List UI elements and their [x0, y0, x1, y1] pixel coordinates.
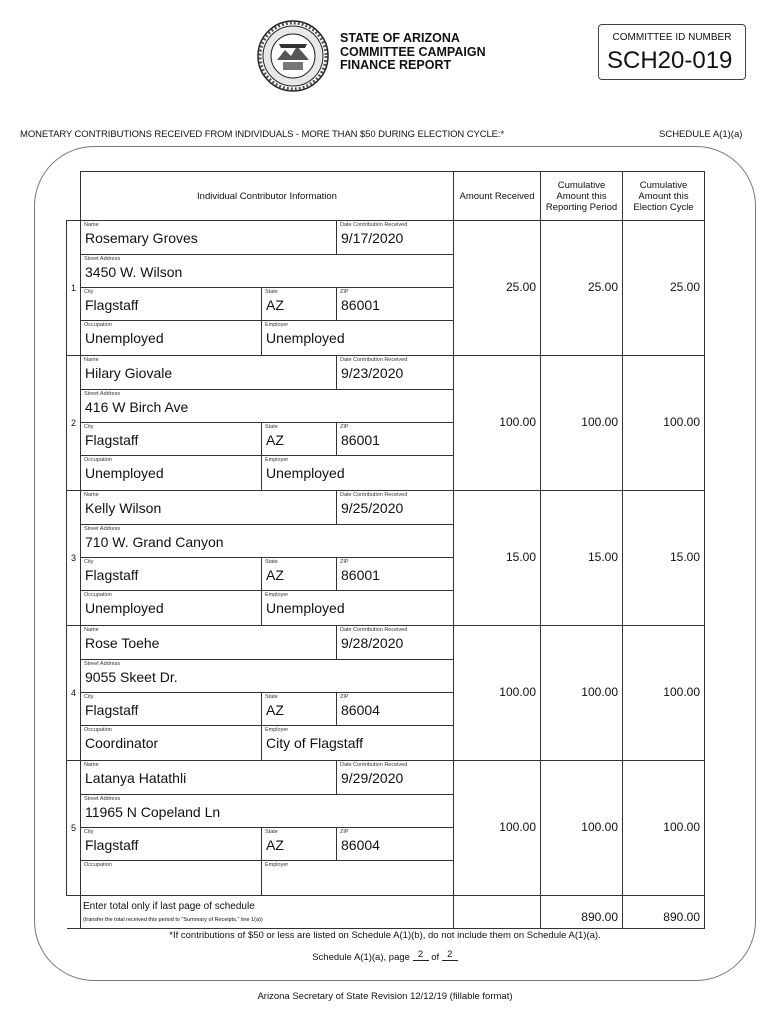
state-label: State [265, 289, 278, 295]
cumulative-period[interactable]: 100.00 [581, 820, 618, 834]
amount-received[interactable]: 100.00 [499, 685, 536, 699]
committee-id-box [598, 24, 746, 80]
amount-received[interactable]: 100.00 [499, 415, 536, 429]
street-label: Street Address [84, 391, 121, 397]
state-field[interactable] [262, 423, 337, 456]
contributor-info [81, 356, 454, 490]
state-label: State [265, 829, 278, 835]
state-value: AZ [266, 432, 284, 448]
contributor-info [81, 626, 454, 760]
state-label: State [265, 424, 278, 430]
date-value: 9/23/2020 [341, 365, 404, 381]
street-field[interactable] [81, 525, 454, 558]
contribution-row [67, 761, 705, 896]
zip-value: 86001 [341, 432, 380, 448]
employer-value: City of Flagstaff [266, 735, 364, 751]
totals-label: Enter total only if last page of schedule [83, 901, 255, 912]
zip-label: ZIP [340, 694, 349, 700]
cumulative-cycle[interactable]: 100.00 [663, 820, 700, 834]
cumulative-period[interactable]: 100.00 [581, 415, 618, 429]
zip-value: 86001 [341, 297, 380, 313]
city-label: City [84, 694, 94, 700]
name-label: Name [84, 357, 99, 363]
city-value: Flagstaff [85, 702, 139, 718]
cumulative-cycle[interactable]: 100.00 [663, 685, 700, 699]
footnote: *If contributions of $50 or less are listed on Schedule A(1)(b), do not include them on Schedule A(1)(a). [169, 930, 601, 941]
occupation-value: Coordinator [85, 735, 159, 751]
occupation-value: Unemployed [85, 465, 164, 481]
revision-note: Arizona Secretary of State Revision 12/12/19 (fillable format) [257, 991, 513, 1002]
date-value: 9/17/2020 [341, 230, 404, 246]
header-cumulative-cycle: Cumulative Amount this Election Cycle [623, 172, 705, 221]
name-field[interactable] [81, 356, 337, 390]
city-value: Flagstaff [85, 567, 139, 583]
city-value: Flagstaff [85, 297, 139, 313]
employer-field[interactable] [262, 861, 454, 895]
row-number: 4 [67, 626, 81, 761]
name-label: Name [84, 762, 99, 768]
occupation-field[interactable] [81, 861, 262, 895]
contributor-info [81, 221, 454, 355]
state-seal [257, 20, 329, 92]
cumulative-period[interactable]: 15.00 [587, 550, 618, 564]
cumulative-cycle[interactable]: 100.00 [663, 415, 700, 429]
amount-received[interactable]: 15.00 [505, 550, 536, 564]
employer-label: Employer [265, 457, 289, 463]
contribution-row [67, 221, 705, 356]
page-prefix: Schedule A(1)(a), page [312, 952, 410, 963]
city-field[interactable] [81, 288, 262, 321]
zip-field[interactable] [337, 693, 454, 726]
employer-field[interactable] [262, 726, 454, 760]
date-label: Date Contribution Received [340, 357, 408, 363]
header-contributor-info: Individual Contributor Information [81, 172, 454, 221]
date-value: 9/25/2020 [341, 500, 404, 516]
total-cumulative-cycle[interactable]: 890.00 [663, 910, 700, 924]
committee-id-label: COMMITTEE ID NUMBER [612, 32, 732, 43]
row-number: 2 [67, 356, 81, 491]
name-label: Name [84, 627, 99, 633]
name-value: Latanya Hatathli [85, 770, 187, 786]
name-field[interactable] [81, 491, 337, 525]
cumulative-period[interactable]: 25.00 [587, 280, 618, 294]
city-value: Flagstaff [85, 837, 139, 853]
street-value: 3450 W. Wilson [85, 264, 183, 280]
zip-value: 86001 [341, 567, 380, 583]
state-field[interactable] [262, 288, 337, 321]
committee-id-field[interactable]: SCH20-019 [607, 47, 733, 74]
section-heading: MONETARY CONTRIBUTIONS RECEIVED FROM INDIVIDUALS - MORE THAN $50 DURING ELECTION CYCLE:* [20, 129, 505, 140]
title-line-2: COMMITTEE CAMPAIGN [340, 44, 486, 59]
employer-label: Employer [265, 322, 289, 328]
state-field[interactable] [262, 558, 337, 591]
contributor-info [81, 761, 454, 895]
name-value: Rose Toehe [85, 635, 160, 651]
header-amount-received: Amount Received [454, 172, 541, 221]
employer-label: Employer [265, 727, 289, 733]
cumulative-period[interactable]: 100.00 [581, 685, 618, 699]
date-value: 9/28/2020 [341, 635, 404, 651]
zip-field[interactable] [337, 288, 454, 321]
report-title [340, 32, 486, 73]
cumulative-cycle[interactable]: 25.00 [669, 280, 700, 294]
totals-row [67, 896, 705, 929]
street-field[interactable] [81, 390, 454, 423]
employer-value: Unemployed [266, 330, 345, 346]
title-line-3: FINANCE REPORT [340, 58, 452, 72]
zip-field[interactable] [337, 423, 454, 456]
name-label: Name [84, 492, 99, 498]
name-field[interactable] [81, 761, 337, 795]
street-field[interactable] [81, 255, 454, 288]
contribution-row [67, 356, 705, 491]
street-label: Street Address [84, 256, 121, 262]
date-label: Date Contribution Received [340, 627, 408, 633]
state-value: AZ [266, 702, 284, 718]
employer-field[interactable] [262, 321, 454, 355]
date-field[interactable] [337, 761, 454, 795]
occupation-label: Occupation [84, 862, 112, 868]
date-field[interactable] [337, 491, 454, 525]
city-field[interactable] [81, 828, 262, 861]
city-field[interactable] [81, 693, 262, 726]
table-header [67, 172, 705, 221]
row-number: 1 [67, 221, 81, 356]
contributor-info [81, 491, 454, 625]
state-field[interactable] [262, 828, 337, 861]
city-label: City [84, 559, 94, 565]
date-field[interactable] [337, 356, 454, 390]
zip-value: 86004 [341, 702, 380, 718]
date-label: Date Contribution Received [340, 222, 408, 228]
state-label: State [265, 559, 278, 565]
header-cumulative-period: Cumulative Amount this Reporting Period [541, 172, 623, 221]
occupation-label: Occupation [84, 592, 112, 598]
date-field[interactable] [337, 626, 454, 660]
name-field[interactable] [81, 221, 337, 255]
zip-label: ZIP [340, 559, 349, 565]
name-field[interactable] [81, 626, 337, 660]
employer-field[interactable] [262, 591, 454, 625]
zip-label: ZIP [340, 829, 349, 835]
name-value: Kelly Wilson [85, 500, 162, 516]
page-of: of [431, 952, 440, 963]
zip-label: ZIP [340, 289, 349, 295]
zip-field[interactable] [337, 558, 454, 591]
city-label: City [84, 829, 94, 835]
state-label: State [265, 694, 278, 700]
street-value: 710 W. Grand Canyon [85, 534, 224, 550]
state-value: AZ [266, 837, 284, 853]
zip-field[interactable] [337, 828, 454, 861]
city-field[interactable] [81, 423, 262, 456]
date-label: Date Contribution Received [340, 492, 408, 498]
occupation-value: Unemployed [85, 600, 164, 616]
occupation-field[interactable] [81, 726, 262, 760]
city-label: City [84, 289, 94, 295]
date-field[interactable] [337, 221, 454, 255]
schedule-label: SCHEDULE A(1)(a) [659, 129, 743, 140]
amount-received[interactable]: 25.00 [505, 280, 536, 294]
city-field[interactable] [81, 558, 262, 591]
row-number: 5 [67, 761, 81, 896]
street-label: Street Address [84, 796, 121, 802]
street-field[interactable] [81, 795, 454, 828]
date-value: 9/29/2020 [341, 770, 404, 786]
employer-label: Employer [265, 592, 289, 598]
name-value: Hilary Giovale [85, 365, 173, 381]
occupation-field[interactable] [81, 456, 262, 490]
state-value: AZ [266, 567, 284, 583]
employer-field[interactable] [262, 456, 454, 490]
cumulative-cycle[interactable]: 15.00 [669, 550, 700, 564]
street-value: 9055 Skeet Dr. [85, 669, 178, 685]
occupation-label: Occupation [84, 457, 112, 463]
street-label: Street Address [84, 526, 121, 532]
name-value: Rosemary Groves [85, 230, 198, 246]
street-value: 11965 N Copeland Ln [85, 804, 221, 820]
city-label: City [84, 424, 94, 430]
total-cumulative-period[interactable]: 890.00 [581, 910, 618, 924]
page-number[interactable]: 2 [413, 949, 429, 961]
city-value: Flagstaff [85, 432, 139, 448]
contributions-table [66, 171, 704, 929]
name-label: Name [84, 222, 99, 228]
totals-sublabel: (transfer the total received this period to "Summary of Receipts," line 1(a)) [83, 917, 263, 923]
row-number: 3 [67, 491, 81, 626]
amount-received[interactable]: 100.00 [499, 820, 536, 834]
page-total[interactable]: 2 [442, 949, 458, 961]
zip-value: 86004 [341, 837, 380, 853]
date-label: Date Contribution Received [340, 762, 408, 768]
contribution-row [67, 491, 705, 626]
employer-value: Unemployed [266, 600, 345, 616]
state-value: AZ [266, 297, 284, 313]
contribution-row [67, 626, 705, 761]
occupation-field[interactable] [81, 591, 262, 625]
employer-value: Unemployed [266, 465, 345, 481]
page-indicator [0, 949, 770, 964]
title-line-1: STATE OF ARIZONA [340, 31, 460, 45]
employer-label: Employer [265, 862, 289, 868]
occupation-value: Unemployed [85, 330, 164, 346]
street-field[interactable] [81, 660, 454, 693]
state-field[interactable] [262, 693, 337, 726]
zip-label: ZIP [340, 424, 349, 430]
street-label: Street Address [84, 661, 121, 667]
street-value: 416 W Birch Ave [85, 399, 189, 415]
occupation-label: Occupation [84, 322, 112, 328]
occupation-label: Occupation [84, 727, 112, 733]
occupation-field[interactable] [81, 321, 262, 355]
